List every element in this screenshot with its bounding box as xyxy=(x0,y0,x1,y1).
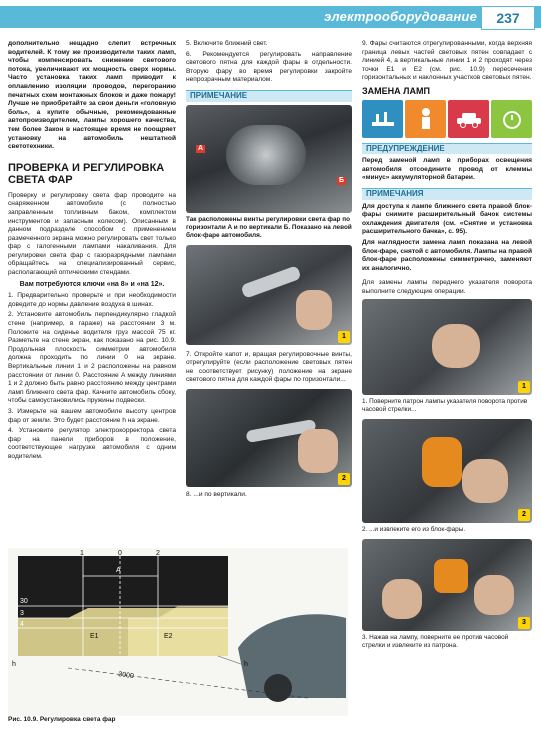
intro-text: Для замены лампы переднего указателя поворота выполните следующие операции. xyxy=(362,279,532,295)
note-heading: ПРИМЕЧАНИЕ xyxy=(186,90,352,102)
warning-heading: ПРЕДУПРЕЖДЕНИЕ xyxy=(362,143,532,155)
label-3: 3 xyxy=(20,610,24,617)
label-h-right: h xyxy=(244,661,248,668)
step-5: 5. Включите ближний свет. xyxy=(186,40,268,47)
hand-shape xyxy=(382,579,422,619)
note-a: Для доступа к лампе ближнего света правой блок-фары снимите расширительный бачок системы охлаждения двигателя (см. «Снятие и установка расширительного бачка», с. 95). xyxy=(362,202,532,236)
subsection-heading: ЗАМЕНА ЛАМП xyxy=(362,85,430,96)
photo-number: 2 xyxy=(518,509,530,521)
caption-3: 3. Нажав на лампу, поверните ее против часовой стрелки и извлеките из патрона. xyxy=(362,634,509,650)
step-6: 6. Рекомендуется регулировать направление светового пятна для каждой фары в отдельности. Вторую фару во время регулировки закройте непрозрачным материалом. xyxy=(186,50,352,84)
page-header xyxy=(0,6,541,28)
notes-heading: ПРИМЕЧАНИЯ xyxy=(362,188,532,200)
tools-icon xyxy=(362,100,403,138)
hand-shape xyxy=(298,429,338,473)
label-1: 1 xyxy=(80,550,84,557)
page-number: 237 xyxy=(481,6,535,30)
timer-icon xyxy=(491,100,532,138)
adjust-photo-2 xyxy=(186,389,352,487)
person-icon xyxy=(405,100,446,138)
lamp-photo-1 xyxy=(362,299,532,395)
photo-number: 3 xyxy=(518,617,530,629)
label-e1: E1 xyxy=(90,633,99,640)
step-9: 9. Фары считаются отрегулированными, когда верхняя граница левых частей световых пятен совпадает с линией 4, а вертикальные линии 1 и 2 проходят через точки E1 и E2 (см. рис. 10.9) пересечения горизонтальных и наклонных участков световых пятен. xyxy=(362,40,532,82)
car-icon xyxy=(448,100,489,138)
photo-caption: Так расположены винты регулировки света фар по горизонтали A и по вертикали Б. Показано на левой блок-фаре автомобиля. xyxy=(186,215,352,239)
hand-shape xyxy=(474,575,514,615)
step-2: 2. Установите автомобиль перпендикулярно гладкой стене (например, в гараже) на расстоянии 3 м. Положите на сиденье водителя груз массой 75 кг. Разметьте на стене экран, как показано на рис. 10.9. Продольная плоскость симметрии автомобиля должна проходить по линии 0 на экране. Вертикальные линии 1 и 2 расположены на равном расстоянии от линии 0. Расстояние A между линиями 1 и 2 должно быть равно расстоянию между центрами ламп ближнего света фар. Качните автомобиль сбоку, чтобы самоустановились пружины подвески. xyxy=(8,311,176,405)
intro-paragraph: дополнительно нещадно слепит встречных водителей. К тому же производители таких ламп, чтобы компенсировать снижение светового потока, увеличивают их мощность сверх нормы. Часто установка таких ламп приводит к оплавлению изоляции проводов, перегоранию печатных схем монтажных блоков и даже пожару! Лучше не приобретайте за свои деньги «головную боль», а купите обычные, рекомендованные автопроизводителем, лампы хорошего качества, тем более Закон в настоящее время не поощряет установку на автомобиль нештатной светотехники. xyxy=(8,40,176,151)
icon-strip xyxy=(362,100,532,138)
tools-needed: Вам потребуются ключи «на 8» и «на 12». xyxy=(19,280,165,288)
lamp-bulb-shape xyxy=(422,437,462,487)
photo-number: 2 xyxy=(338,473,350,485)
diagram-svg xyxy=(8,548,348,716)
label-2: 2 xyxy=(156,550,160,557)
note-b: Для наглядности замена ламп показана на левой блок-фаре, снятой с автомобиля. Лампы на правой блок-фаре расположены симметрично, заменяют их аналогично. xyxy=(362,238,532,272)
lamp-bulb-shape xyxy=(434,559,468,593)
step-4: 4. Установите регулятор электрокорректора света фар на панели приборов в положение, соответствующее нагрузке автомобиля с одним водителем. xyxy=(8,427,176,460)
label-b: Б xyxy=(338,176,344,184)
section-heading: ПРОВЕРКА И РЕГУЛИРОВКА СВЕТА ФАР xyxy=(8,161,165,186)
label-h-left: h xyxy=(12,661,16,668)
label-30: 30 xyxy=(20,598,28,605)
headlight-shape xyxy=(226,125,306,185)
section-title: электрооборудование xyxy=(324,9,477,24)
adjust-photo-1 xyxy=(186,245,352,345)
headlight-aim-diagram xyxy=(8,548,348,716)
hand-shape xyxy=(462,459,508,503)
label-distance: 3000 xyxy=(117,671,135,681)
lamp-photo-2 xyxy=(362,419,532,523)
figure-caption: Рис. 10.9. Регулировка света фар xyxy=(8,716,116,723)
label-e2: E2 xyxy=(164,633,173,640)
caption-2: 2. ...и извлеките его из блок-фары. xyxy=(362,526,466,534)
wrench-shape xyxy=(240,265,301,299)
label-0: 0 xyxy=(118,550,122,557)
step-8: 8. ...и по вертикали. xyxy=(186,490,247,498)
label-a: A xyxy=(198,144,204,152)
column-2 xyxy=(186,40,352,502)
step-1: 1. Предварительно проверьте и при необходимости доведите до нормы давление воздуха в шинах. xyxy=(8,292,176,308)
label-a: A xyxy=(116,567,121,574)
headlight-photo xyxy=(186,105,352,213)
step-7: 7. Откройте капот и, вращая регулировочные винты, отрегулируйте (если расположение световых пятен не соответствует рисунку) положение на экране светового пятна для каждой фары по горизонтали... xyxy=(186,350,352,384)
hand-shape xyxy=(296,290,332,330)
column-1 xyxy=(8,40,176,464)
lamp-photo-3 xyxy=(362,539,532,631)
warning-text: Перед заменой ламп в приборах освещения автомобиля отсоедините провод от клеммы «минус» аккумуляторной батареи. xyxy=(362,157,532,182)
photo-number: 1 xyxy=(518,381,530,393)
caption-1: 1. Поверните патрон лампы указателя поворота против часовой стрелки... xyxy=(362,398,528,414)
column-3 xyxy=(362,40,532,655)
hand-shape xyxy=(432,324,480,368)
body-paragraph: Проверку и регулировку света фар проводите на снаряженном автомобиле (с полностью заправленным топливным баком, комплектом инструментов и запасным колесом). Описанным в данном подразделе способом с применением размеченного экрана можно регулировать свет только фар с галогенными лампами накаливания. Для регулировки света фар с газоразрядными лампами обращайтесь на специализированный сервис, располагающий оптическими стендами. xyxy=(8,191,176,277)
step-3: 3. Измерьте на вашем автомобиле высоту центров фар от земли. Это будет расстояние h на экране. xyxy=(8,407,176,424)
label-4: 4 xyxy=(20,621,24,628)
photo-number: 1 xyxy=(338,331,350,343)
